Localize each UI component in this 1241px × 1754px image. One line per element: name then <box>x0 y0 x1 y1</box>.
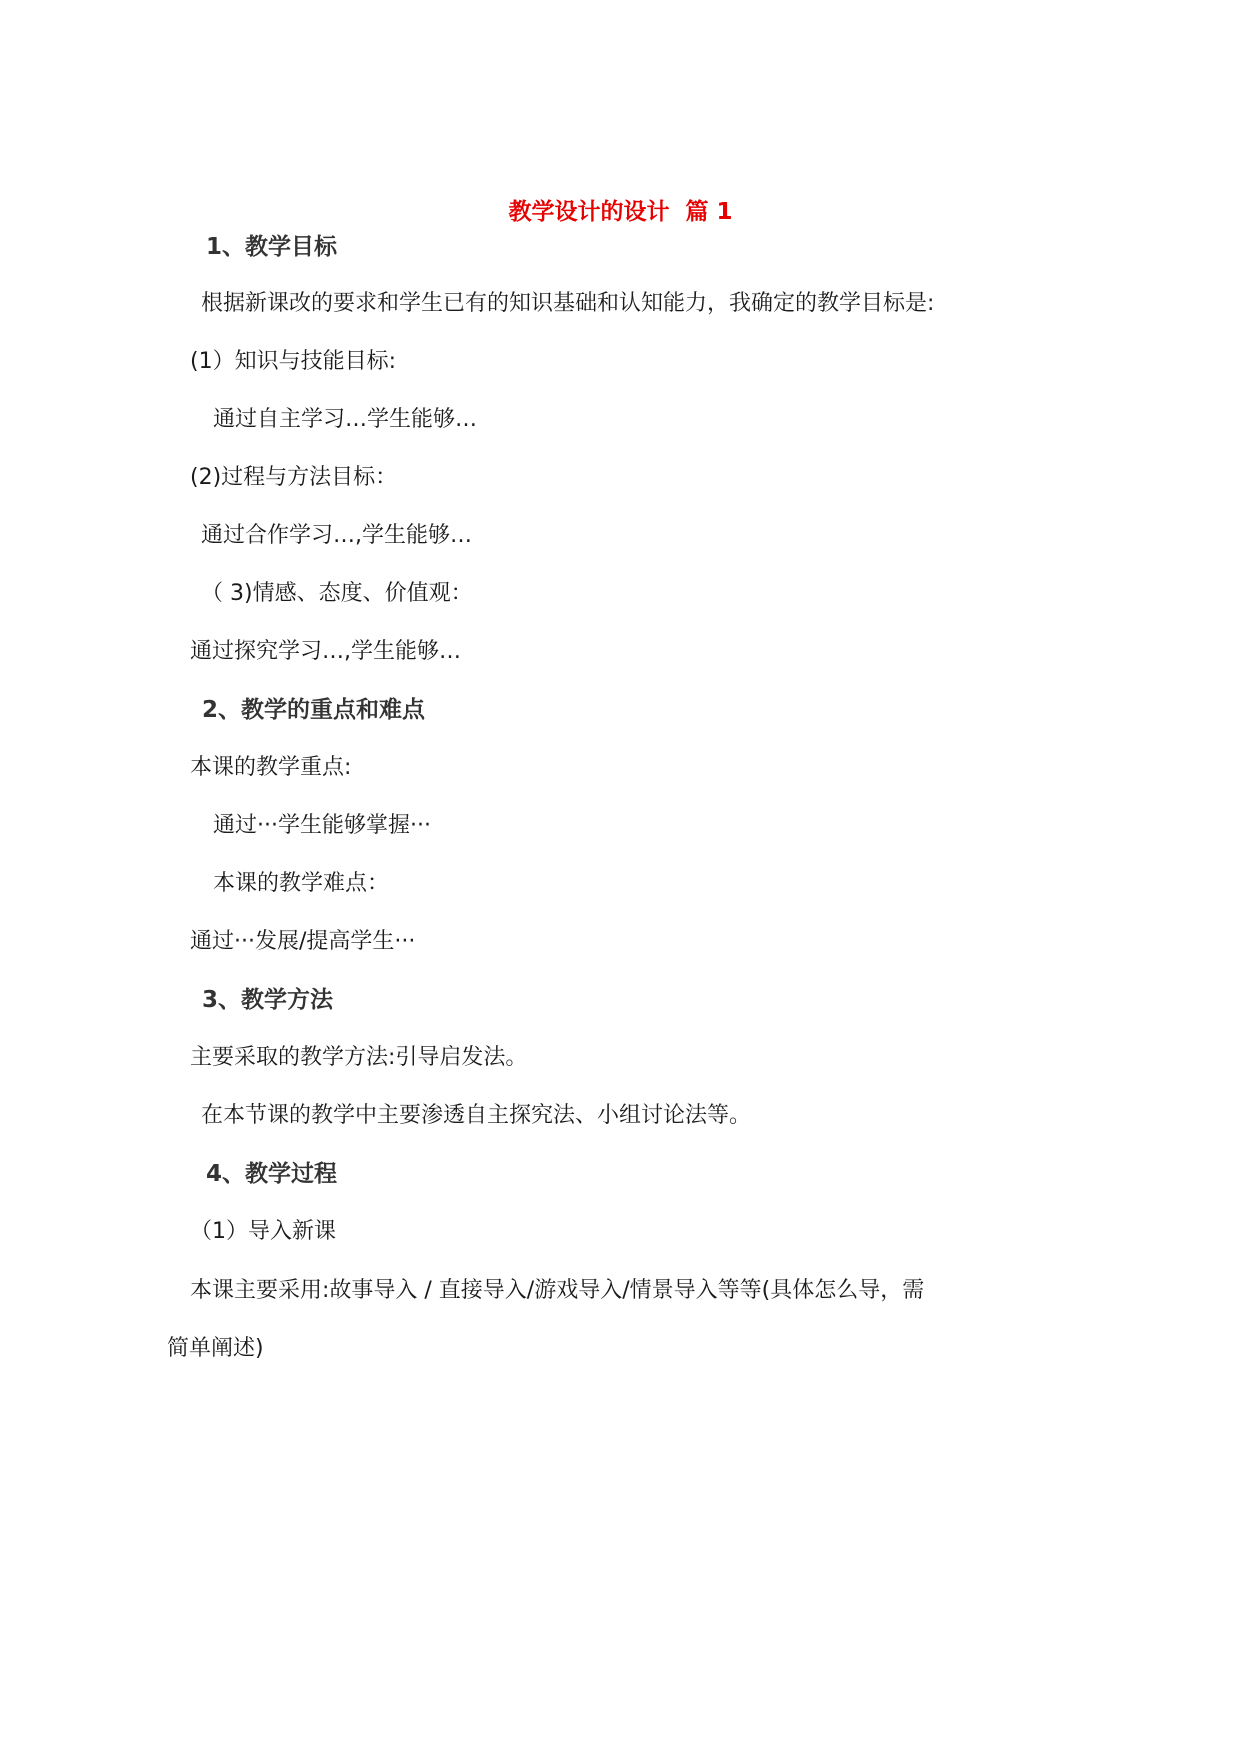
goal-process-text: 通过合作学习…,学生能够… <box>201 523 472 548</box>
key-point-text: 通过···学生能够掌握··· <box>213 813 431 838</box>
process-step-intro-text-1: 本课主要采用:故事导入 / 直接导入/游戏导入/情景导入等等(具体怎么导，需 <box>190 1278 925 1303</box>
document-title: 教学设计的设计 篇 1 <box>508 199 733 225</box>
section-heading-objectives: 1、教学目标 <box>206 234 338 260</box>
section-heading-key-points: 2、教学的重点和难点 <box>202 697 426 723</box>
goal-process-label: (2)过程与方法目标： <box>190 465 398 490</box>
process-step-intro-text-2: 简单阐述) <box>167 1336 264 1361</box>
key-point-label: 本课的教学重点: <box>190 755 352 780</box>
goal-knowledge-label: (1）知识与技能目标: <box>190 349 396 374</box>
section-heading-methods: 3、教学方法 <box>202 987 334 1013</box>
objectives-intro: 根据新课改的要求和学生已有的知识基础和认知能力，我确定的教学目标是: <box>201 291 935 316</box>
section-heading-process: 4、教学过程 <box>206 1161 338 1187</box>
method-other: 在本节课的教学中主要渗透自主探究法、小组讨论法等。 <box>201 1103 752 1128</box>
goal-knowledge-text: 通过自主学习…学生能够… <box>213 407 478 432</box>
difficult-point-label: 本课的教学难点： <box>213 871 390 896</box>
goal-emotion-label: （ 3)情感、态度、价值观： <box>201 581 473 606</box>
process-step-intro-label: （1）导入新课 <box>190 1219 336 1244</box>
goal-emotion-text: 通过探究学习…,学生能够… <box>190 639 461 664</box>
method-main: 主要采取的教学方法:引导启发法。 <box>190 1045 528 1070</box>
difficult-point-text: 通过···发展/提高学生··· <box>190 929 416 954</box>
